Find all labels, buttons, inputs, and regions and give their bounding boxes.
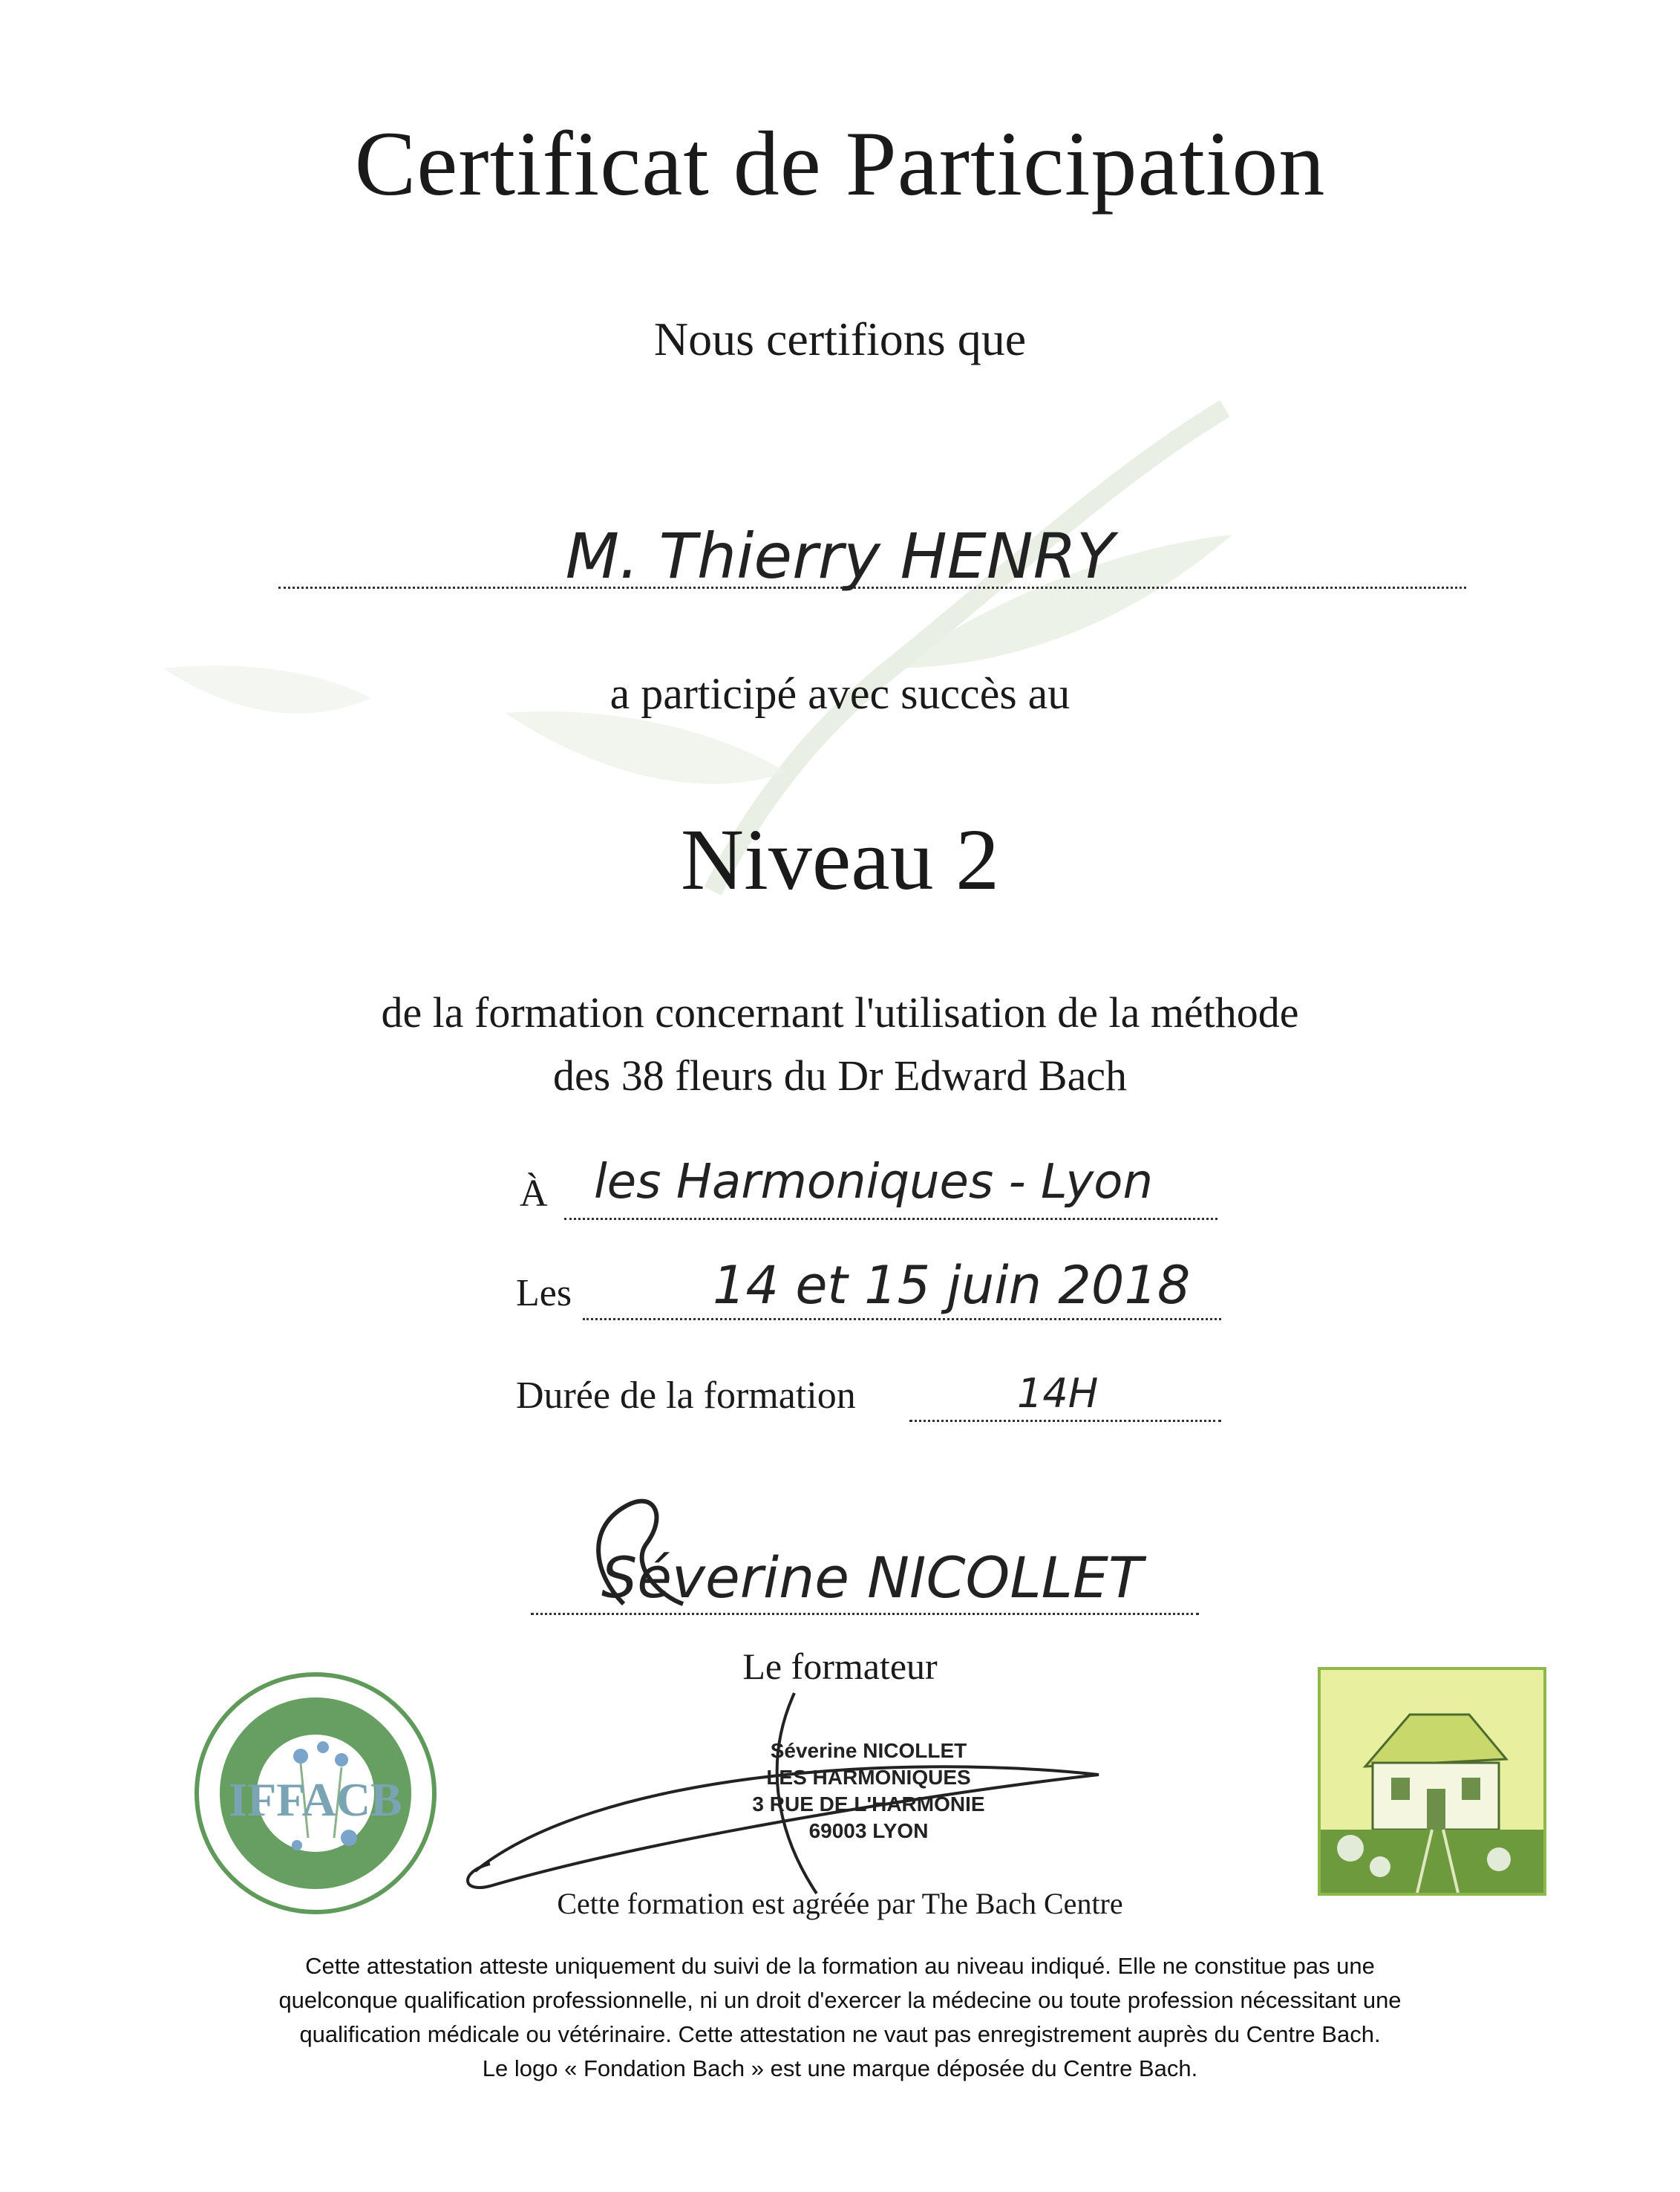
trainer-role-label: Le formateur — [742, 1645, 938, 1687]
iffacb-logo — [189, 1667, 442, 1919]
success-statement: a participé avec succès au — [609, 669, 1071, 718]
formation-description-line2: des 38 fleurs du Dr Edward Bach — [552, 1051, 1128, 1100]
dates-dotted-line — [583, 1318, 1221, 1320]
stamp-line4: 69003 LYON — [808, 1819, 929, 1842]
dates-value: 14 et 15 juin 2018 — [713, 1255, 1191, 1316]
disclaimer-line2: quelconque qualification professionnelle, ni un droit d'exercer la médecine ou toute profession nécessitant une — [278, 1987, 1402, 2013]
level-heading: Niveau 2 — [680, 811, 1000, 908]
place-label: À — [520, 1172, 548, 1215]
stamp-line2: LES HARMONIQUES — [766, 1766, 971, 1789]
house-illustration — [1318, 1667, 1546, 1896]
disclaimer-line1: Cette attestation atteste uniquement du suivi de la formation au niveau indiqué. Elle ne constitue pas une — [305, 1953, 1375, 1979]
place-dotted-line — [564, 1218, 1217, 1220]
trainer-written-name: Séverine NICOLLET — [601, 1544, 1143, 1611]
stamp-signature-scribble-icon — [445, 1686, 1128, 1908]
duration-dotted-line — [909, 1420, 1221, 1422]
certification-intro: Nous certifions que — [653, 313, 1027, 365]
participant-name: M. Thierry HENRY — [565, 520, 1115, 593]
dates-label: Les — [516, 1272, 572, 1314]
place-value: les Harmoniques - Lyon — [594, 1155, 1153, 1210]
disclaimer — [0, 1949, 1680, 2086]
approval-statement: Cette formation est agréée par The Bach Centre — [557, 1887, 1123, 1920]
stamp-line3: 3 RUE DE L'HARMONIE — [752, 1793, 985, 1816]
certificate-title: Certificat de Participation — [354, 113, 1326, 215]
trainer-dotted-line — [531, 1613, 1199, 1615]
duration-label: Durée de la formation — [516, 1374, 856, 1417]
disclaimer-line3: qualification médicale ou vétérinaire. Cette attestation ne vaut pas enregistrement auprès du Centre Bach. — [299, 2021, 1381, 2047]
duration-value: 14H — [1017, 1370, 1099, 1417]
formation-description-line1: de la formation concernant l'utilisation de la méthode — [381, 988, 1299, 1037]
house-illustration-icon — [1321, 1670, 1543, 1893]
stamp-line1: Séverine NICOLLET — [770, 1739, 967, 1762]
iffacb-acronym: IFFACB — [229, 1773, 402, 1826]
disclaimer-line4: Le logo « Fondation Bach » est une marque déposée du Centre Bach. — [482, 2055, 1198, 2081]
